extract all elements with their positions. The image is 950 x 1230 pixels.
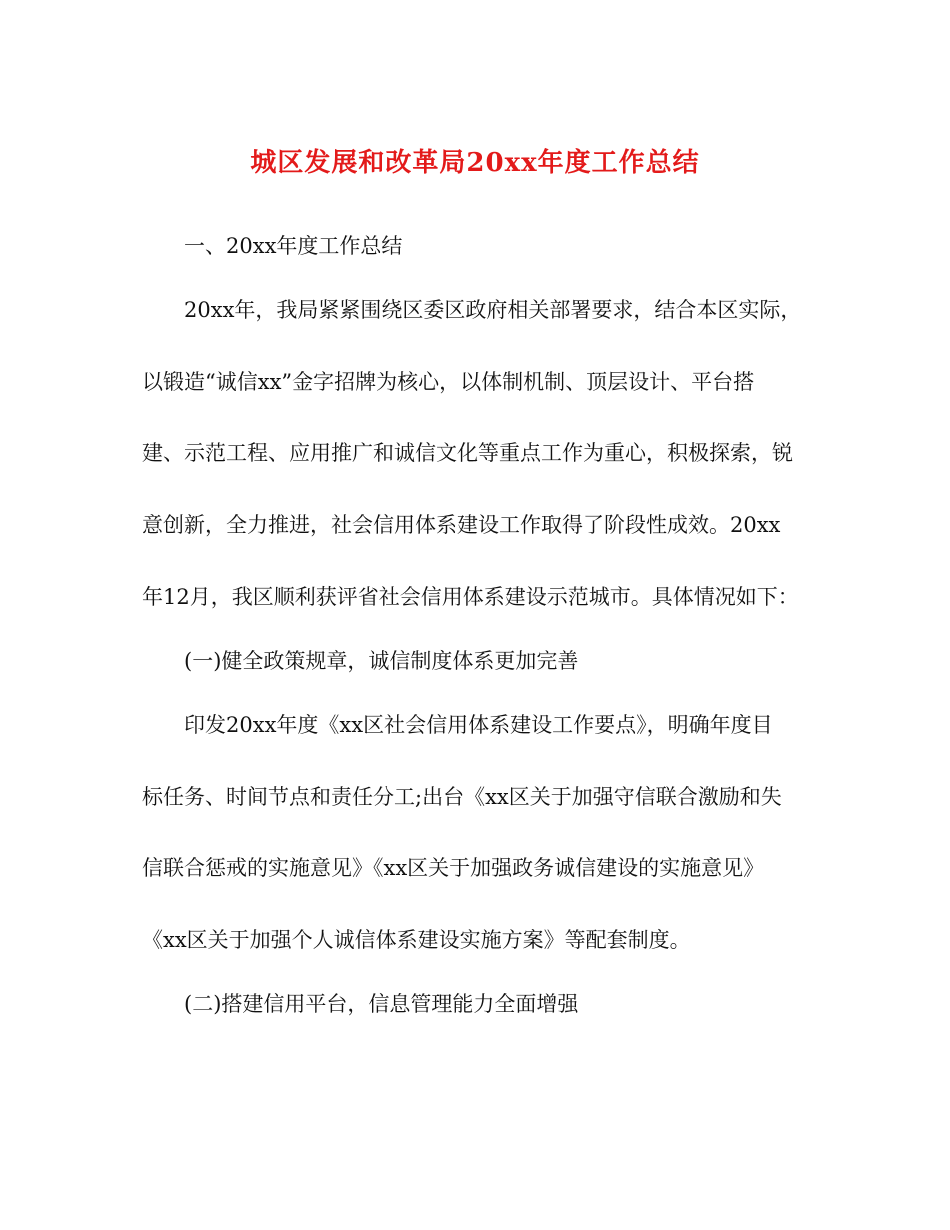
- document-title: 城区发展和改革局20xx年度工作总结: [250, 148, 700, 178]
- paragraph-line: 年12月，我区顺利获评省社会信用体系建设示范城市。具体情况如下：: [142, 585, 799, 609]
- subsection-heading-1: (一)健全政策规章，诚信制度体系更加完善: [184, 649, 579, 673]
- subsection-heading-2: (二)搭建信用平台，信息管理能力全面增强: [184, 992, 579, 1016]
- paragraph-line: 印发20xx年度《xx区社会信用体系建设工作要点》，明确年度目: [184, 713, 773, 737]
- paragraph-line: 以锻造“诚信xx”金字招牌为核心，以体制机制、顶层设计、平台搭: [142, 370, 755, 394]
- section-heading-1: 一、20xx年度工作总结: [184, 234, 403, 258]
- paragraph-line: 信联合惩戒的实施意见》《xx区关于加强政务诚信建设的实施意见》: [142, 856, 765, 880]
- paragraph-line: 标任务、时间节点和责任分工;出台《xx区关于加强守信联合激励和失: [142, 785, 782, 809]
- paragraph-line: 《xx区关于加强个人诚信体系建设实施方案》等配套制度。: [142, 928, 691, 952]
- paragraph-line: 20xx年，我局紧紧围绕区委区政府相关部署要求，结合本区实际，: [184, 298, 802, 322]
- paragraph-line: 建、示范工程、应用推广和诚信文化等重点工作为重心，积极探索，锐: [142, 441, 793, 465]
- paragraph-line: 意创新，全力推进，社会信用体系建设工作取得了阶段性成效。20xx: [142, 513, 781, 537]
